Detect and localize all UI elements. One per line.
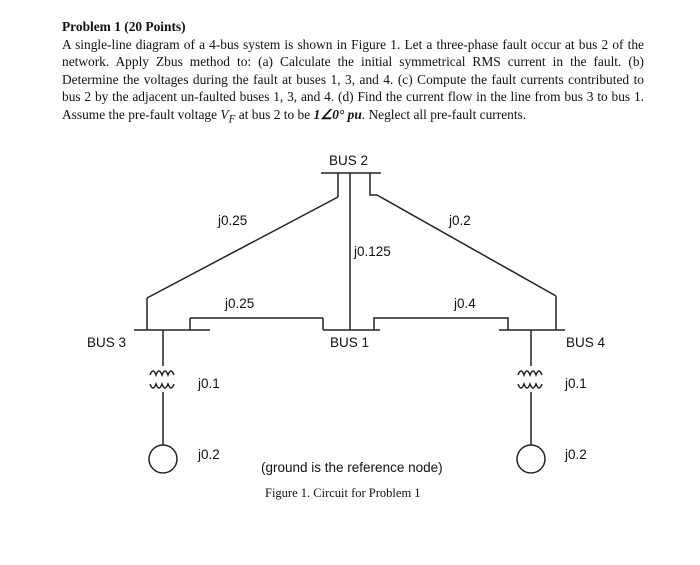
problem-text-part1: A single-line diagram of a 4-bus system is shown in Figure 1. Let a three-phase fault occur at bus 2 of the network. Apply Zbus method to: (a) Calculate the initial symmetrical RMS current in the fault. (b) Determine the voltages during the fault at buses 1, 3, and 4. (c) Compute the fault currents contributed to bus 2 by the adjacent un-faulted buses 1, 3, and 4. (d) Find the current flow in the line from bus 3 to bus 1. Assume the pre-fault voltage: [62, 36, 644, 122]
bus3-generator-icon: [149, 445, 177, 473]
bus2-right-drop: [370, 173, 377, 195]
problem-text-part3: . Neglect all pre-fault currents.: [361, 106, 527, 122]
bus1-right-tap: [374, 318, 508, 330]
impedance-bus4-bus2: j0.2: [449, 213, 471, 228]
bus3-transformer-coil-top: [150, 371, 174, 375]
impedance-bus3-bus1: j0.25: [225, 296, 255, 311]
bus3-transformer-coil-bottom: [150, 384, 174, 388]
figure-caption: Figure 1. Circuit for Problem 1: [265, 486, 421, 500]
impedance-generator-bus3: j0.2: [198, 447, 220, 462]
vf-symbol: V: [220, 106, 229, 122]
bus4-label: BUS 4: [566, 335, 606, 350]
vf-value: 1∠0° pu: [313, 106, 362, 122]
impedance-bus3-bus2: j0.25: [218, 213, 248, 228]
problem-title: Problem 1 (20 Points): [62, 19, 186, 34]
bus4-transformer-coil-top: [518, 371, 542, 375]
impedance-bus4-bus1: j0.4: [454, 296, 476, 311]
problem-text-part2: at bus 2 to be: [235, 106, 314, 122]
bus2-label: BUS 2: [329, 153, 369, 168]
impedance-bus1-bus2: j0.125: [354, 244, 391, 259]
impedance-generator-bus4: j0.2: [565, 447, 587, 462]
vf-subscript: F: [228, 113, 236, 126]
line-bus4-bus2: [377, 195, 556, 296]
bus3-label: BUS 3: [87, 335, 127, 350]
bus1-label: BUS 1: [330, 335, 370, 350]
impedance-transformer-bus3: j0.1: [198, 376, 220, 391]
bus4-generator-icon: [517, 445, 545, 473]
bus4-transformer-coil-bottom: [518, 384, 542, 388]
ground-reference-note: (ground is the reference node): [261, 460, 443, 475]
impedance-transformer-bus4: j0.1: [565, 376, 587, 391]
